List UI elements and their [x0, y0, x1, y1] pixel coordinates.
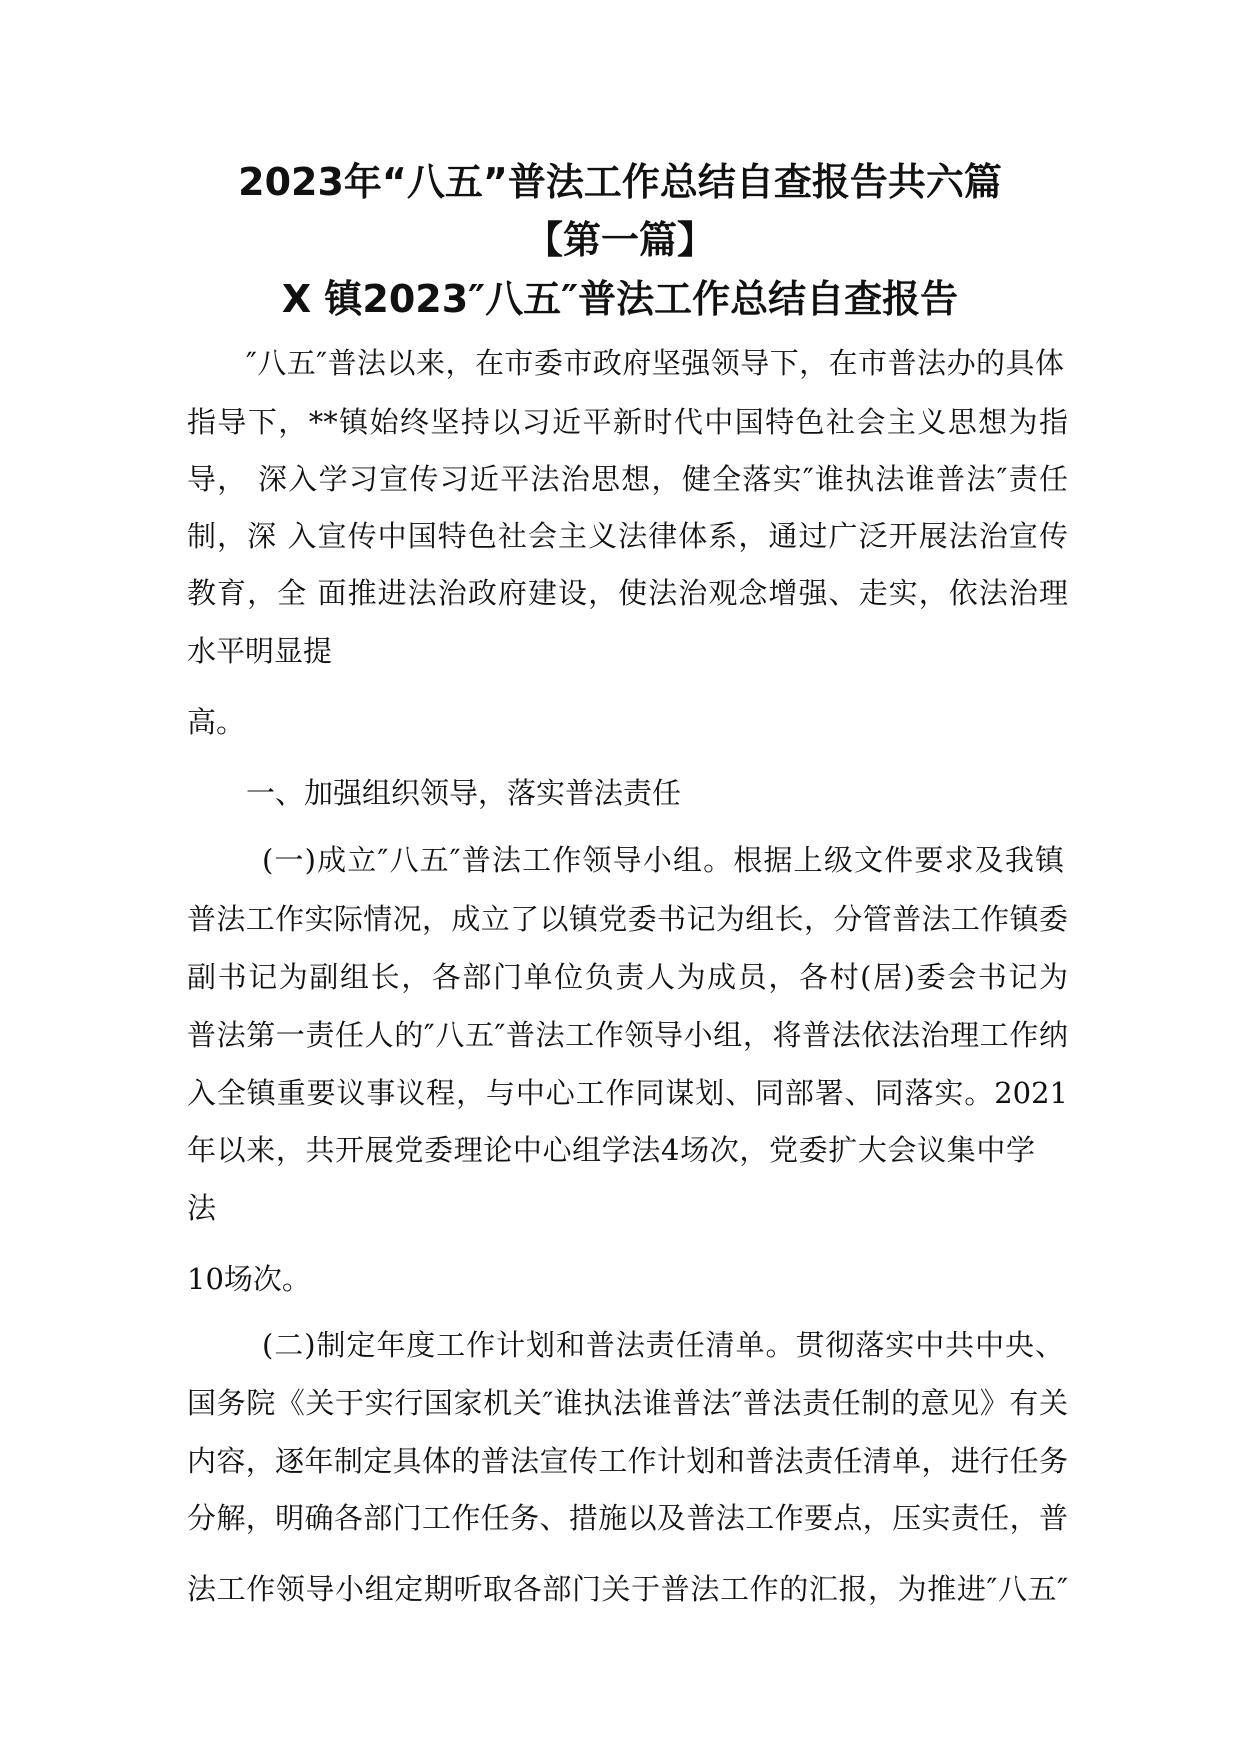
- body-line: 法: [187, 1191, 217, 1225]
- body-line: 法工作领导小组定期听取各部门关于普法工作的汇报，为推进″八五″: [187, 1572, 1068, 1606]
- body-line: 制，深 入宣传中国特色社会主义法律体系，通过广泛开展法治宣传: [187, 519, 1068, 553]
- body-line: 水平明显提: [187, 634, 333, 668]
- body-line: (一)成立″八五″普法工作领导小组。根据上级文件要求及我镇: [262, 843, 1064, 877]
- body-line: 国务院《关于实行国家机关″谁执法谁普法″普法责任制的意见》有关: [187, 1386, 1068, 1420]
- report-title: X 镇2023″八五″普法工作总结自查报告: [281, 277, 959, 321]
- body-line: 分解，明确各部门工作任务、措施以及普法工作要点，压实责任，普: [187, 1501, 1068, 1535]
- body-line: 导， 深入学习宣传习近平法治思想，健全落实″谁执法谁普法″责任: [187, 462, 1068, 496]
- body-line: 高。: [187, 705, 246, 739]
- body-line: 内容，逐年制定具体的普法宣传工作计划和普法责任清单，进行任务: [187, 1444, 1068, 1478]
- body-line: 10场次。: [187, 1262, 311, 1296]
- body-line: 入全镇重要议事议程，与中心工作同谋划、同部署、同落实。2021: [187, 1076, 1068, 1110]
- body-line: 指导下，**镇始终坚持以习近平新时代中国特色社会主义思想为指: [187, 405, 1068, 439]
- body-line: 年以来，共开展党委理论中心组学法4场次，党委扩大会议集中学: [187, 1133, 1035, 1167]
- part-label: 【第一篇】: [524, 218, 715, 262]
- section-heading: 一、加强组织领导，落实普法责任: [246, 776, 682, 810]
- body-line: ″八五″普法以来，在市委市政府坚强领导下，在市普法办的具体: [246, 346, 1064, 380]
- body-line: 普法工作实际情况，成立了以镇党委书记为组长，分管普法工作镇委: [187, 902, 1068, 936]
- body-line: (二)制定年度工作计划和普法责任清单。贯彻落实中共中央、: [262, 1328, 1064, 1362]
- body-line: 教育，全 面推进法治政府建设，使法治观念增强、走实，依法治理: [187, 576, 1068, 610]
- document-title: 2023年“八五”普法工作总结自查报告共六篇: [238, 160, 1002, 204]
- body-line: 副书记为副组长，各部门单位负责人为成员，各村(居)委会书记为: [187, 960, 1068, 994]
- body-line: 普法第一责任人的″八五″普法工作领导小组，将普法依法治理工作纳: [187, 1018, 1068, 1052]
